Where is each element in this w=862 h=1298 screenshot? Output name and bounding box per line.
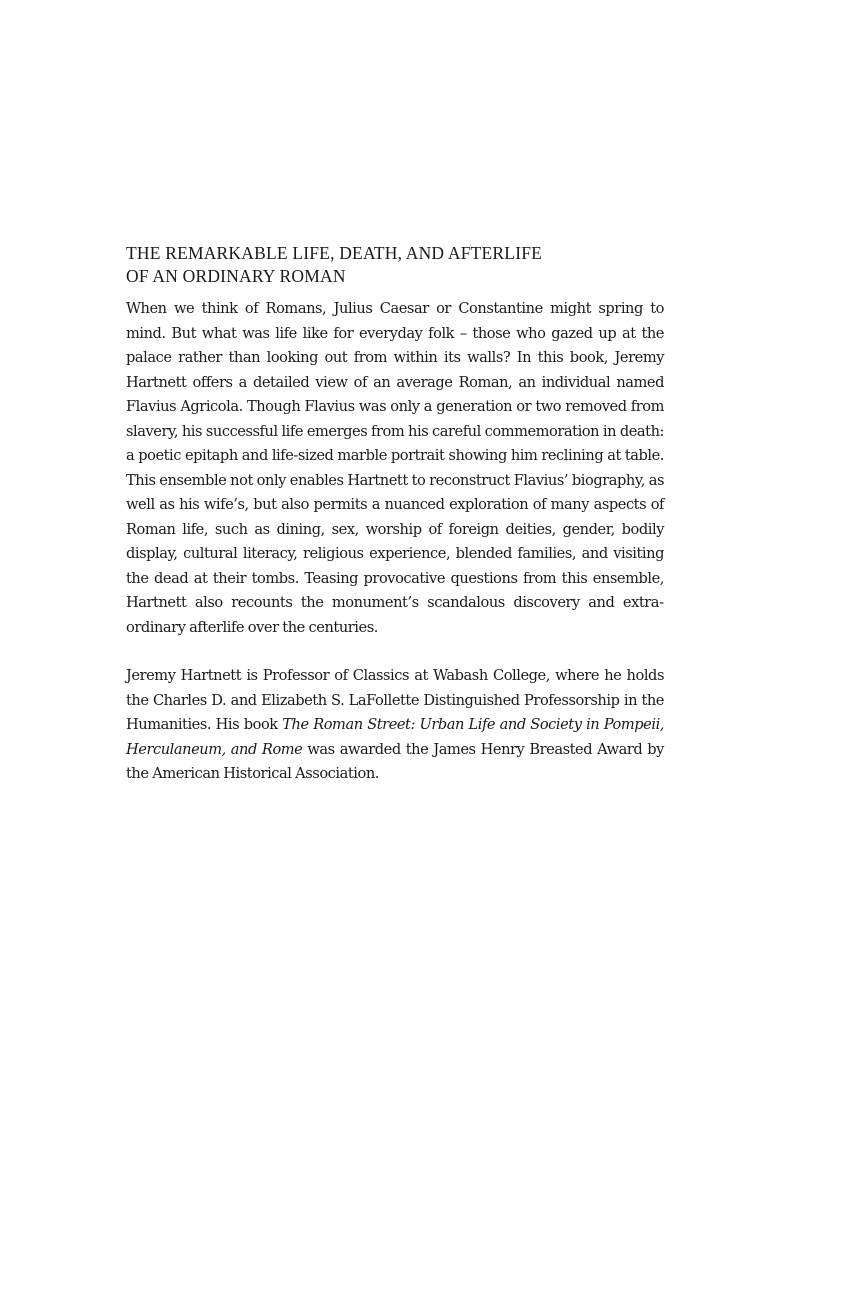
half-title-page: [126, 242, 664, 787]
author-bio-text: Jeremy Hartnett is Professor of Classics at Wabash College, where he holds the Charles D. and Elizabeth S. LaFollette Distinguished Professorship in the Humanities. His book: [126, 667, 664, 733]
previous-book-title: The Roman Street: Urban Life and Society in Pompeii, Herculaneum, and Rome: [126, 716, 664, 758]
book-title-line-1: THE REMARKABLE LIFE, DEATH, AND AFTERLIFE: [126, 243, 543, 263]
author-bio: [126, 664, 664, 787]
book-title: [126, 242, 664, 288]
book-title-line-2: OF AN ORDINARY ROMAN: [126, 266, 346, 286]
author-bio-award: was awarded the James Henry Breasted Award by the American Historical Association.: [126, 740, 664, 782]
book-description: When we think of Romans, Julius Caesar or Constantine might spring to mind. But what was life like for everyday folk – those who gazed up at the palace rather than looking out from within its walls? In this book, Jeremy Hartnett offers a detailed view of an average Roman, an individual named Flavius Agricola. Though Flavius was only a generation or two removed from slavery, his successful life emerges from his careful commemoration in death: a poetic epitaph and life-sized marble portrait showing him reclining at table. This ensemble not only enables Hartnett to reconstruct Flavius’ biography, as well as his wife’s, but also permits a nuanced exploration of many aspects of Roman life, such as dining, sex, worship of foreign deities, gender, bodily display, cultural literacy, religious experience, blended families, and visiting the dead at their tombs. Teasing provocative questions from this ensemble, Hartnett also recounts the monument’s scandalous discovery and extraordinary afterlife over the centuries.: [126, 300, 664, 636]
